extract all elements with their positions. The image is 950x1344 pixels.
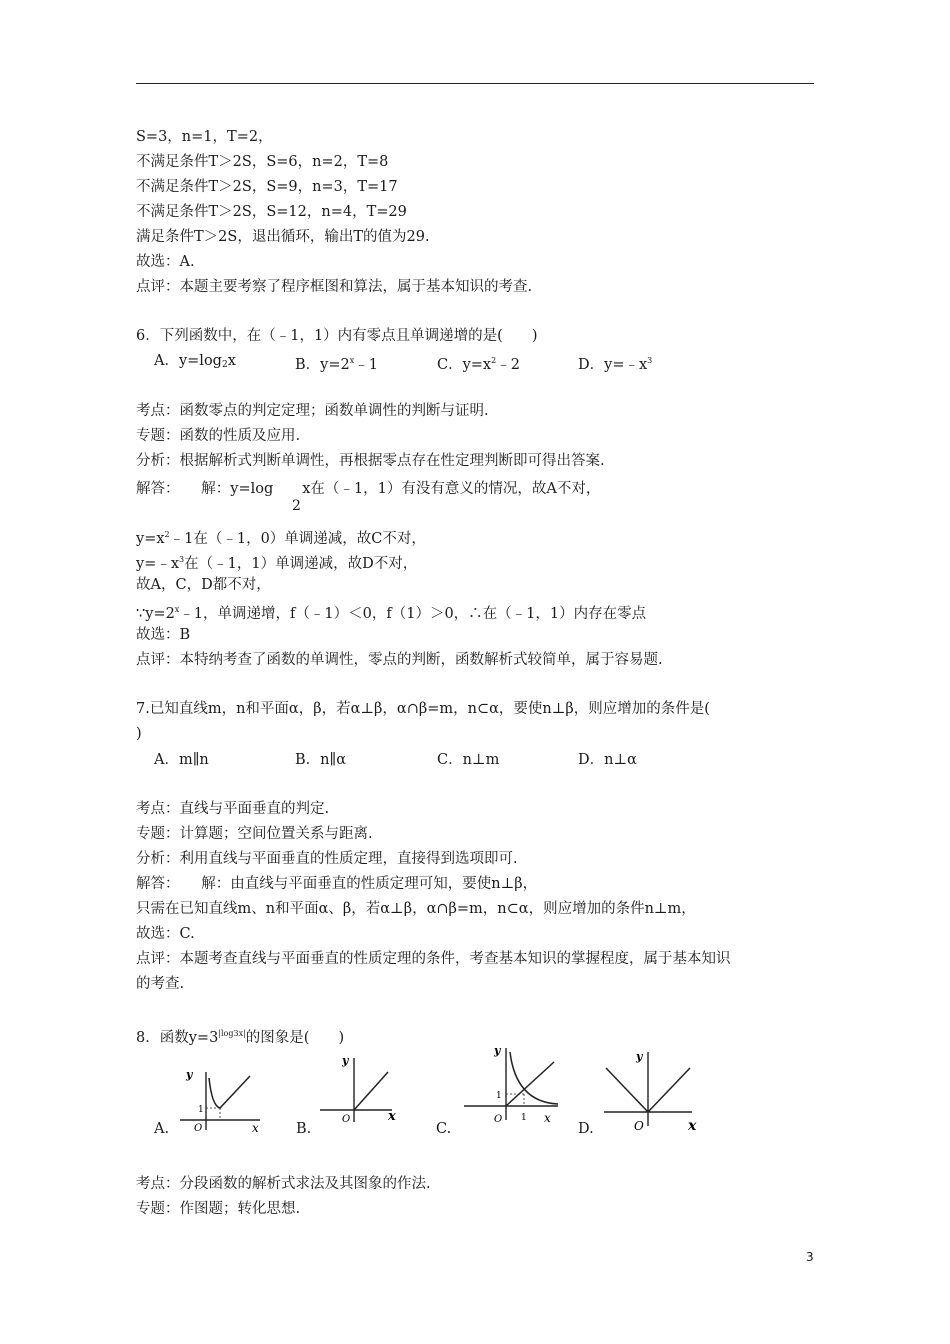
curve: [354, 1072, 388, 1110]
q7-step: 只需在已知直线m、n和平面α、β，若α⊥β，α∩β=m，n⊂α，则应增加的条件n⊥m，: [136, 901, 696, 917]
curve: [209, 1076, 250, 1108]
q8-option-a-label: A.: [154, 1121, 170, 1137]
graph-option-d: [600, 1046, 704, 1132]
one-label: 1: [496, 1091, 502, 1101]
question-6: 6．下列函数中，在（﹣1，1）内有零点且单调递增的是( ): [136, 328, 538, 344]
text-line: 不满足条件T＞2S，S=12，n=4，T=29: [136, 204, 407, 220]
q6-zhuanti: 专题：函数的性质及应用.: [136, 428, 301, 444]
q7-option-b: B．n∥α: [295, 752, 346, 768]
curve: [606, 1068, 648, 1112]
q6-kaodian: 考点：函数零点的判定定理；函数单调性的判断与证明.: [136, 403, 489, 419]
q7-kaodian: 考点：直线与平面垂直的判定.: [136, 801, 330, 817]
q8-option-b-label: B.: [296, 1121, 312, 1137]
q7-option-c: C．n⊥m: [437, 752, 500, 768]
graph-option-b: [318, 1050, 402, 1126]
q8-kaodian: 考点：分段函数的解析式求法及其图象的作法.: [136, 1176, 431, 1192]
q6-step: 故A，C，D都不对，: [136, 577, 271, 593]
q6-step: $y=﹣x^3$在（﹣1，1）单调递减，故D不对，: [136, 555, 418, 572]
x-label: x: [252, 1121, 259, 1132]
q6-option-b: B．$y=2^x﹣1$: [295, 356, 378, 373]
y-label: y: [342, 1054, 349, 1067]
text-line: 不满足条件T＞2S，S=6，n=2，T=8: [136, 154, 389, 170]
one-label: 1: [198, 1105, 204, 1115]
x-label: x: [688, 1118, 697, 1132]
question-7-cont: ): [136, 726, 142, 742]
origin-label: O: [194, 1123, 203, 1132]
q6-option-d: D．$y=﹣x^3$: [578, 356, 653, 373]
q6-dianping: 点评：本特纳考查了函数的单调性，零点的判断，函数解析式较简单，属于容易题.: [136, 652, 663, 668]
y-label: y: [186, 1068, 193, 1081]
question-8: 8．函数$y=3^{|log3x|}$的图象是( ): [136, 1029, 345, 1046]
q7-option-d: D．n⊥α: [578, 752, 637, 768]
graph-option-c: [462, 1042, 562, 1126]
q6-answer: 故选：B: [136, 627, 191, 643]
q7-dianping: 点评：本题考查直线与平面垂直的性质定理的条件，考查基本知识的掌握程度，属于基本知识: [136, 951, 731, 967]
q7-answer: 故选：C.: [136, 926, 195, 942]
text-line: 点评：本题主要考察了程序框图和算法，属于基本知识的考查.: [136, 279, 533, 295]
q8-option-c-label: C.: [436, 1121, 452, 1137]
graph-option-a: [178, 1066, 264, 1132]
origin-label: O: [634, 1119, 644, 1132]
q6-option-a: A．$y=\log_2x$: [154, 353, 236, 370]
q6-fenxi: 分析：根据解析式判断单调性，再根据零点存在性定理判断即可得出答案.: [136, 453, 605, 469]
y-label: y: [494, 1044, 501, 1057]
question-7: 7.已知直线m，n和平面α，β，若α⊥β，α∩β=m，n⊂α，要使n⊥β，则应增加的条件是(: [136, 701, 710, 717]
q6-step: $y=x^2﹣1$在（﹣1，0）单调递减，故C不对，: [136, 530, 426, 547]
text-line: 故选：A.: [136, 254, 195, 270]
q7-fenxi: 分析：利用直线与平面垂直的性质定理，直接得到选项即可.: [136, 851, 518, 867]
x-label: x: [388, 1109, 396, 1124]
q7-jieda: 解答： 解：由直线与平面垂直的性质定理可知，要使n⊥β，: [136, 876, 538, 892]
q6-option-c: C．$y=x^2﹣2$: [437, 356, 520, 373]
q7-zhuanti: 专题：计算题；空间位置关系与距离.: [136, 826, 373, 842]
one-label: 1: [521, 1113, 527, 1123]
y-label: y: [636, 1050, 643, 1063]
text-line: S=3，n=1，T=2，: [136, 129, 273, 145]
q6-step: $\because y=2^x﹣1$，单调递增，f（﹣1）＜0，f（1）＞0，∴在（﹣1，1）内存在零点: [136, 605, 647, 622]
q6-log-subscript: 2: [292, 498, 301, 514]
q6-jieda: 解答： 解：y=log x在（﹣1，1）有没有意义的情况，故A不对，: [136, 481, 601, 497]
origin-label: O: [342, 1114, 351, 1125]
page-number: 3: [806, 1250, 814, 1264]
text-line: 满足条件T＞2S，退出循环，输出T的值为29.: [136, 229, 430, 245]
x-label: x: [544, 1111, 551, 1125]
origin-label: O: [494, 1114, 503, 1125]
q7-dianping-cont: 的考查.: [136, 976, 185, 992]
text-line: 不满足条件T＞2S，S=9，n=3，T=17: [136, 179, 398, 195]
q8-option-d-label: D.: [578, 1121, 594, 1137]
q8-zhuanti: 专题：作图题；转化思想.: [136, 1201, 301, 1217]
header-rule: [136, 83, 814, 84]
curve: [648, 1068, 690, 1112]
q7-option-a: A．m∥n: [154, 752, 209, 768]
